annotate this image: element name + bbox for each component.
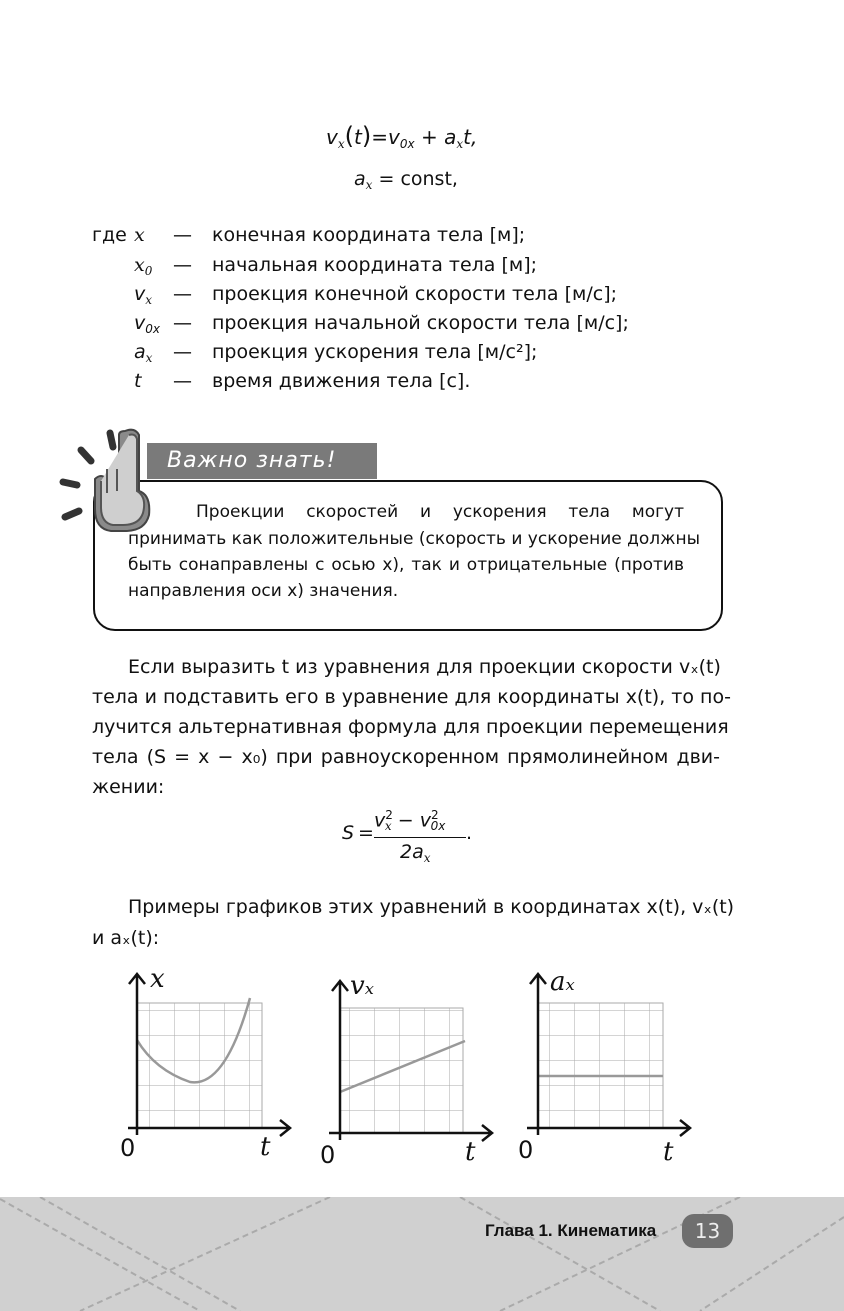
body-text-line: жении: xyxy=(92,776,165,798)
graph-xlabel: t xyxy=(260,1132,271,1162)
graph-ylabel: x xyxy=(150,964,165,994)
important-text-line: быть сонаправлены с осью x), так и отрицательные (против xyxy=(128,555,684,575)
important-title: Важно знать! xyxy=(147,443,377,479)
body-text-line: Примеры графиков этих уравнений в координатах x(t), vₓ(t) xyxy=(128,896,735,918)
body-text-line: тела (S = x − x₀) при равноускоренном прямолинейном дви- xyxy=(92,746,720,768)
acceleration-formula: $a_x$ = const, xyxy=(354,168,458,192)
displacement-formula: S = $v^2_x - v^2_{0x}$ $2a_x$ . xyxy=(342,808,473,865)
graph-origin: 0 xyxy=(320,1141,336,1169)
pointing-hand-icon xyxy=(55,425,165,535)
graph-xlabel: t xyxy=(465,1137,476,1167)
page-footer xyxy=(0,1197,844,1311)
body-text-line: лучится альтернативная формула для проекции перемещения xyxy=(92,716,729,738)
graph-vx-t xyxy=(329,981,492,1141)
important-text-line: направления оси x) значения. xyxy=(128,581,399,601)
where-label: где xyxy=(92,224,127,246)
graph-x-t xyxy=(128,974,290,1136)
velocity-formula: $v_x(t)=v_{0x} + a_xt$, xyxy=(326,122,478,151)
graph-ax-t xyxy=(527,974,690,1136)
graph-ylabel: aₓ xyxy=(550,967,575,997)
graph-ylabel: vₓ xyxy=(350,971,374,1001)
graph-xlabel: t xyxy=(663,1137,674,1167)
body-text-line: тела и подставить его в уравнение для координаты x(t), то по- xyxy=(92,686,731,708)
important-text-line: Проекции скоростей и ускорения тела могут xyxy=(196,502,684,522)
body-text-line: Если выразить t из уравнения для проекции скорости vₓ(t) xyxy=(128,656,721,678)
body-text-line: и aₓ(t): xyxy=(92,927,160,949)
graphs-figure xyxy=(0,960,844,1180)
graph-origin: 0 xyxy=(120,1134,136,1162)
page-number: 13 xyxy=(682,1214,733,1248)
graph-origin: 0 xyxy=(518,1136,534,1164)
chapter-title: Глава 1. Кинематика xyxy=(485,1221,657,1240)
important-text-line: принимать как положительные (скорость и ускорение должны xyxy=(128,529,701,549)
